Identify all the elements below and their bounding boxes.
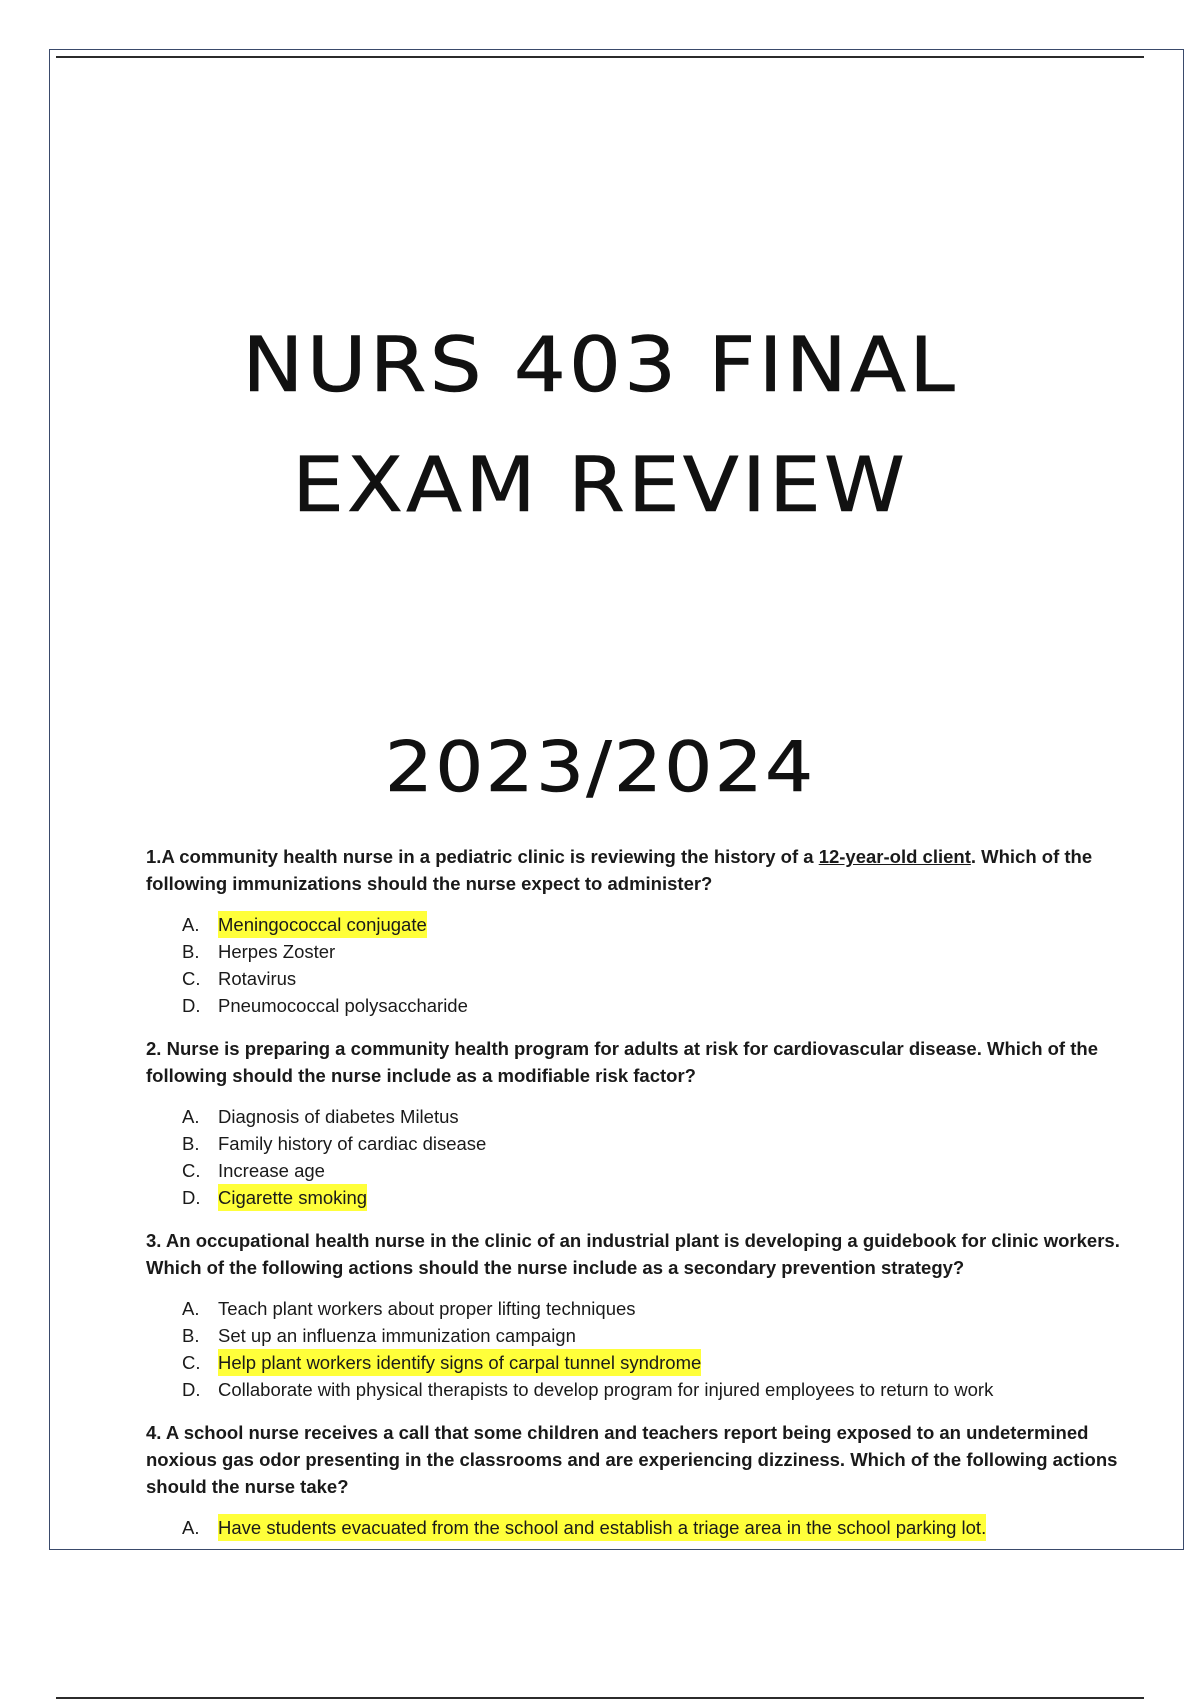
question-number: 3.: [146, 1230, 162, 1251]
option-letter: D.: [182, 1379, 201, 1400]
option-letter: D.: [182, 995, 201, 1016]
top-rule: [56, 56, 1144, 58]
option-letter: A.: [182, 1517, 200, 1538]
question-number: 1.: [146, 846, 162, 867]
option-text-highlighted: Help plant workers identify signs of carpal tunnel syndrome: [218, 1349, 701, 1376]
option-letter: A.: [182, 1106, 200, 1127]
option-letter: C.: [182, 1352, 201, 1373]
option-letter: A.: [182, 1298, 200, 1319]
option-text: Diagnosis of diabetes Miletus: [218, 1106, 459, 1127]
option-text: Pneumococcal polysaccharide: [218, 995, 468, 1016]
question-1-text: [146, 843, 1146, 897]
option-a: [182, 1103, 1146, 1130]
option-d: [182, 1376, 1146, 1403]
option-text-highlighted: Cigarette smoking: [218, 1184, 367, 1211]
option-letter: B.: [182, 1133, 200, 1154]
question-2-options: [146, 1103, 1146, 1211]
option-text-highlighted: Have students evacuated from the school and establish a triage area in the school parking lot.: [218, 1514, 986, 1541]
question-3-options: [146, 1295, 1146, 1403]
questions-section: [146, 843, 1146, 1557]
option-letter: A.: [182, 914, 200, 935]
option-d: [182, 992, 1146, 1019]
option-text: Set up an influenza immunization campaign: [218, 1325, 576, 1346]
option-text: Rotavirus: [218, 968, 297, 989]
question-3: [146, 1227, 1146, 1403]
option-a: [182, 911, 1146, 938]
question-1-options: [146, 911, 1146, 1019]
question-text-part: A community health nurse in a pediatric clinic is reviewing the history of a: [161, 846, 819, 867]
question-2-text: [146, 1035, 1146, 1089]
question-2: [146, 1035, 1146, 1211]
question-text-part: A school nurse receives a call that some children and teachers report being exposed to an undetermined noxious gas odor presenting in the classrooms and are experiencing dizziness. Which of the following actions should the nurse take?: [146, 1422, 1118, 1497]
question-4: [146, 1419, 1146, 1541]
option-text-highlighted: Meningococcal conjugate: [218, 911, 427, 938]
option-c: [182, 1157, 1146, 1184]
option-text: Herpes Zoster: [218, 941, 336, 962]
question-text-part: An occupational health nurse in the clinic of an industrial plant is developing a guidebook for clinic workers. Which of the following actions should the nurse include as a secondary prevention strategy?: [146, 1230, 1120, 1278]
option-letter: B.: [182, 941, 200, 962]
option-text: Collaborate with physical therapists to develop program for injured employees to return to work: [218, 1379, 994, 1400]
question-text-part: . Which of the following immunizations should the nurse expect to administer?: [146, 846, 1093, 894]
option-text: Teach plant workers about proper lifting techniques: [218, 1298, 636, 1319]
option-b: [182, 1130, 1146, 1157]
document-title-line-2: EXAM REVIEW: [292, 441, 908, 530]
option-letter: C.: [182, 968, 201, 989]
option-c: [182, 1349, 1146, 1376]
document-year: 2023/2024: [384, 725, 816, 808]
question-number: 2.: [146, 1038, 162, 1059]
question-4-options: [146, 1514, 1146, 1541]
bottom-rule: [56, 1697, 1144, 1699]
option-letter: B.: [182, 1325, 200, 1346]
question-1: [146, 843, 1146, 1019]
option-letter: C.: [182, 1160, 201, 1181]
document-title-line-1: NURS 403 FINAL: [242, 321, 958, 410]
option-b: [182, 938, 1146, 965]
question-4-text: [146, 1419, 1146, 1500]
option-c: [182, 965, 1146, 992]
option-text: Family history of cardiac disease: [218, 1133, 487, 1154]
option-text: Increase age: [218, 1160, 325, 1181]
option-b: [182, 1322, 1146, 1349]
underlined-phrase: 12-year-old client: [818, 846, 971, 867]
option-a: [182, 1514, 1146, 1541]
option-a: [182, 1295, 1146, 1322]
option-d: [182, 1184, 1146, 1211]
question-text-part: Nurse is preparing a community health program for adults at risk for cardiovascular disease. Which of the following should the nurse include as a modifiable risk factor?: [146, 1038, 1098, 1086]
question-3-text: [146, 1227, 1146, 1281]
option-letter: D.: [182, 1187, 201, 1208]
question-number: 4.: [146, 1422, 162, 1443]
